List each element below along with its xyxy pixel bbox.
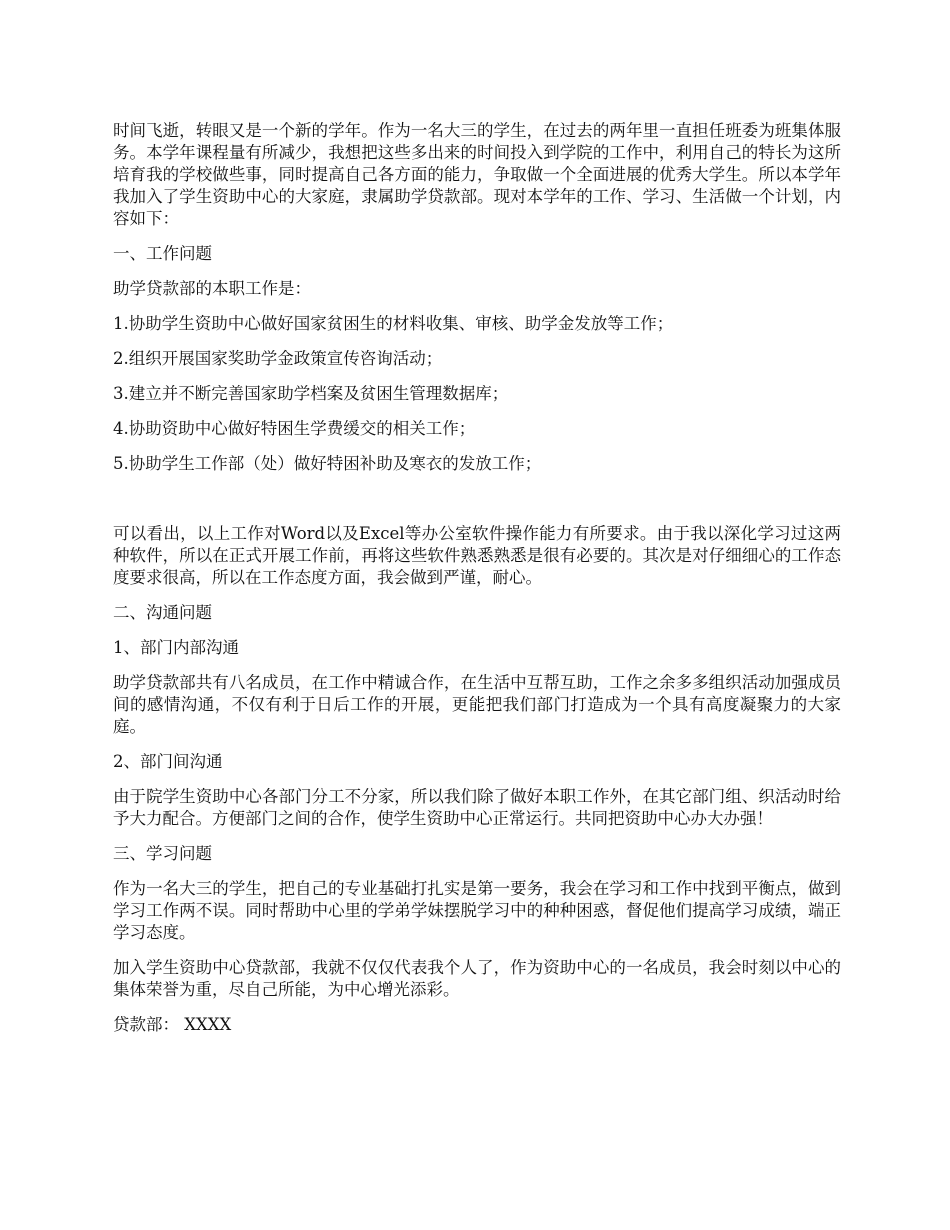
duty-item-3: 3.建立并不断完善国家助学档案及贫困生管理数据库； [113, 384, 509, 403]
subheading-inter-department-communication: 2、部门间沟通 [113, 752, 223, 771]
section-heading-communication: 二、沟通问题 [113, 603, 212, 622]
duty-item-4: 4.协助资助中心做好特困生学费缓交的相关工作； [113, 419, 476, 438]
study-paragraph: 作为一名大三的学生，把自己的专业基础打扎实是第一要务，我会在学习和工作中找到平衡点，做到学习工作两不误。同时帮助中心里的学弟学妹摆脱学习中的种种困惑，督促他们提高学习成绩，端正学习态度。 [113, 879, 841, 942]
inter-department-paragraph: 由于院学生资助中心各部门分工不分家，所以我们除了做好本职工作外，在其它部门组、织活动时给予大力配合。方便部门之间的合作，使学生资助中心正常运行。共同把资助中心办大办强！ [113, 787, 841, 828]
section-heading-study: 三、学习问题 [113, 844, 212, 863]
internal-communication-paragraph: 助学贷款部共有八名成员，在工作中精诚合作，在生活中互帮互助，工作之余多多组织活动加强成员间的感情沟通，不仅有利于日后工作的开展，更能把我们部门打造成为一个具有高度凝聚力的大家庭。 [113, 673, 841, 736]
document-body [113, 120, 841, 1049]
duty-item-2: 2.组织开展国家奖助学金政策宣传咨询活动； [113, 349, 443, 368]
duty-item-5: 5.协助学生工作部（处）做好特困补助及寒衣的发放工作； [113, 454, 542, 473]
duty-item-1: 1.协助学生资助中心做好国家贫困生的材料收集、审核、助学金发放等工作； [113, 314, 674, 333]
subheading-internal-communication: 1、部门内部沟通 [113, 638, 239, 657]
section-heading-work: 一、工作问题 [113, 244, 212, 263]
signature-line: 贷款部： XXXX [113, 1015, 232, 1034]
skills-paragraph: 可以看出，以上工作对Word以及Excel等办公室软件操作能力有所要求。由于我以深化学习过这两种软件，所以在正式开展工作前，再将这些软件熟悉熟悉是很有必要的。其次是对仔细细心的工作态度要求很高，所以在工作态度方面，我会做到严谨，耐心。 [113, 524, 841, 587]
duties-intro: 助学贷款部的本职工作是： [113, 279, 311, 298]
blank-line [113, 488, 841, 510]
intro-paragraph: 时间飞逝，转眼又是一个新的学年。作为一名大三的学生，在过去的两年里一直担任班委为班集体服务。本学年课程量有所减少，我想把这些多出来的时间投入到学院的工作中，利用自己的特长为这所培育我的学校做些事，同时提高自己各方面的能力，争取做一个全面进展的优秀大学生。所以本学年我加入了学生资助中心的大家庭，隶属助学贷款部。现对本学年的工作、学习、生活做一个计划，内容如下： [113, 121, 841, 228]
closing-paragraph: 加入学生资助中心贷款部，我就不仅仅代表我个人了，作为资助中心的一名成员，我会时刻以中心的集体荣誉为重，尽自己所能，为中心增光添彩。 [113, 958, 841, 999]
